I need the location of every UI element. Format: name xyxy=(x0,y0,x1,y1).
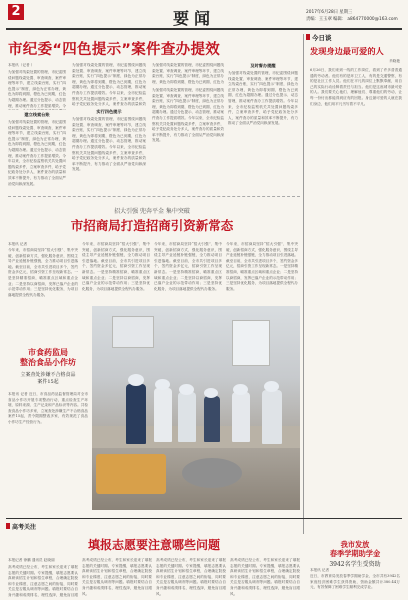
date-line: 2017年6月28日 星期三 xyxy=(306,10,353,15)
exam-col-1: 高考成绩已经公布，考生和家长迎来了填报志愿的关键时期。专家提醒，填报志愿要认真研读招生计划和招生章程，合理确定院校和专业梯度，注意志愿之间的衔接，同时要关注是否服从调剂等问题。填报时要结合自身兴趣和成绩排名，理性选择，避免盲目跟 xyxy=(8,565,78,597)
photo-story xyxy=(4,306,300,514)
exam-rule xyxy=(6,518,402,519)
photo-person-6 xyxy=(262,390,282,444)
photo-window-2 xyxy=(112,316,154,348)
photo-story-body: 本报讯 记者 近日，市食品药品监督管理局对全市食品小作坊开展专项整治行动，重点检查生产环境、原料来源、生产记录和产品标识等内容。共检查食品小作坊多家，立案查处涉嫌生产不合格食品案件15起，责令限期整改多家，有效规范了食品小作坊生产经营行为。 xyxy=(8,392,88,424)
lead-title: 市纪委“四色提示”案件查办提效 xyxy=(8,42,221,58)
photo-cap-1 xyxy=(128,374,144,386)
aid-byline: 本报讯 记者 xyxy=(310,568,330,572)
lead-col-1b: 为加强对线索处置的管理，市纪委围绕问题线索处置、审查调查、案件审理等环节，建立线索台账，实行“四色提示”制度，绿色为正常办理，黄色为即将到期，橙色为已到期，红色为超期办理。通过分色提示、动态管理，推动案件查办工作提质增效。今年以来，全市纪检监察机关共处置问题线索多件，立案审查多件，给予党纪政务处分多人，案件查办的质量和效率不断提升，有力推动了全面从严治党向纵深发展。 xyxy=(8,120,66,186)
feature-byline: 本报讯 记者 xyxy=(8,242,28,246)
lead-subhead-3: 及时督办提醒 xyxy=(250,63,276,68)
exam-section xyxy=(4,520,304,600)
page-number: 2 xyxy=(11,4,21,19)
lead-divider xyxy=(8,196,300,197)
photo-cap-3 xyxy=(179,384,194,395)
feature-kicker: 招大引强 兜奔平金 集中突破 xyxy=(114,208,190,215)
photo-cap-4 xyxy=(204,388,218,398)
exam-col-3: 高考成绩已经公布，考生和家长迎来了填报志愿的关键时期。专家提醒，填报志愿要认真研读招生计划和招生章程，合理确定院校和专业梯度，注意志愿之间的衔接，同时要关注是否服从调剂等问题。填报时要结合自身兴趣和成绩排名，理性选择，避免盲目跟风。 xyxy=(156,558,226,596)
photo-person-1 xyxy=(126,384,146,444)
sidebar-body: 6月26日，我们来到一线的工作岗位，看到了许多普普通通的劳动者。他们有的是环卫工人，有的是交通警察，有的是社区工作人员。他们在平凡的岗位上默默奉献，用自己的实际行动诠释着责任与担当。他们是这座城市最可爱的人。我们要关心他们、理解他们、尊重他们的劳动，让每一份付出都能得到应有的回报。身边最可爱的人就在我们身边，他们用平凡书写着不平凡。 xyxy=(310,68,402,106)
photo-window-1 xyxy=(232,320,270,366)
exam-col-4: 高考成绩已经公布，考生和家长迎来了填报志愿的关键时期。专家提醒，填报志愿要认真研读招生计划和招生章程，合理确定院校和专业梯度，注意志愿之间的衔接，同时要关注是否服从调剂等问题。填报时要结合自身兴趣和成绩排名，理性选择，避免盲目跟风。 xyxy=(230,558,300,596)
photo-basin xyxy=(182,458,242,488)
photo-cap-6 xyxy=(264,381,279,392)
food-inspection-photo xyxy=(92,306,300,510)
feature-title: 市招商局打造招商引资新常态 xyxy=(70,218,234,233)
lead-story xyxy=(4,30,300,220)
photo-tray xyxy=(96,454,166,494)
sidebar-tag: 今日谈 xyxy=(312,34,332,42)
exam-byline: 本报记者 徐鹏 通讯员 赵晓丽 xyxy=(8,558,55,562)
aid-title: 我市发放 春季学期助学金 xyxy=(329,540,381,558)
photo-person-3 xyxy=(178,392,196,442)
exam-tag-block xyxy=(6,523,10,529)
lead-subhead-1: 建立线索台账 xyxy=(24,112,50,117)
lead-col-3: 为加强对线索处置的管理，市纪委围绕问题线索处置、审查调查、案件审理等环节，建立线索台账，实行“四色提示”制度，绿色为正常办理，黄色为即将到期，橙色为已到期，红色为 xyxy=(152,63,224,84)
feature-col-4: 今年来，市招商局坚持“招大引强”、集中突破，创新招商方式，强化服务意识，围绕主导产业延链补链强链，全力推动项目引进落地。截至目前，全市共引进项目多个，签约资金多亿元，招商引资工作呈现新常态。一是坚持精准招商，瞄准重点区域和重点企业；二是坚持以商招商，发挥已落户企业的示范带动作用；三是坚持优化服务，为项目落地提供全程代办服务。 xyxy=(226,242,298,291)
aid-body: 近日，市教育局发放春季学期助学金，全市共有3942名家庭经济困难学生获得资助，资助金额共计380.44万元，有效保障了困难学生顺利完成学业。 xyxy=(310,574,400,590)
staff-names: 责编：王玉翠 编辑： xyxy=(306,17,347,22)
aid-subtitle: 3942名学生受资助 xyxy=(329,561,381,568)
sidebar-tag-block xyxy=(306,34,310,40)
staff-line xyxy=(306,16,398,22)
lead-col-2b: 为加强对线索处置的管理，市纪委围绕问题线索处置、审查调查、案件审理等环节，建立线索台账，实行“四色提示”制度，绿色为正常办理，黄色为即将到期，橙色为已到期，红色为超期办理。通过分色提示、动态管理，推动案件查办工作提质增效。今年以来，全市纪检监察机关共处置问题线索多件，立案审查多件，给予党纪政务处分多人，案件查办的质量和效率不断提升，有力推动了全面从严治党向纵深发展。 xyxy=(72,117,146,172)
feature xyxy=(4,200,300,304)
photo-person-2 xyxy=(154,388,172,442)
lead-col-2: 为加强对线索处置的管理，市纪委围绕问题线索处置、审查调查、案件审理等环节，建立线索台账，实行“四色提示”制度，绿色为正常办理，黄色为即将到期，橙色为已到期，红色为超期办理。通过分色提示、动态管理，推动案件查办工作提质增效。今年以来，全市纪检监察机关共处置问题线索多件，立案审查多件，给予党纪政务处分多人，案件查办的质量和效 xyxy=(72,63,146,107)
email-address: a864770000@163.com xyxy=(347,17,398,22)
feature-col-3: 今年来，市招商局坚持“招大引强”、集中突破，创新招商方式，强化服务意识，围绕主导产业延链补链强链，全力推动项目引进落地。截至目前，全市共引进项目多个，签约资金多亿元，招商引资工作呈现新常态。一是坚持精准招商，瞄准重点区域和重点企业；二是坚持以商招商，发挥已落户企业的示范带动作用；三是坚持优化服务，为项目落地提供全程代办服务。 xyxy=(154,242,222,291)
lead-subhead-2: 实行四色提示 xyxy=(96,109,122,114)
lead-byline: 本报讯（记者 ） xyxy=(8,63,35,67)
aid-story xyxy=(306,540,404,600)
lead-col-4: 为加强对线索处置的管理，市纪委围绕问题线索处置、审查调查、案件审理等环节，建立线索台账，实行“四色提示”制度，绿色为正常办理，黄色为即将到期，橙色为已到期，红色为超期办理。通过分色提示、动态管理，推动案件查办工作提质增效。今年以来，全市纪检监察机关共处置问题线索多件，立案审查多件，给予党纪政务处分多人，案件查办的质量和效率不断提升，有力推动了全面从严治党向纵深发展。 xyxy=(228,71,298,126)
photo-story-title: 市食药监局 整治食品小作坊 xyxy=(20,348,76,367)
sidebar-rule xyxy=(303,34,304,534)
photo-cap-5 xyxy=(233,384,248,395)
feature-col-2: 今年来，市招商局坚持“招大引强”、集中突破，创新招商方式，强化服务意识，围绕主导产业延链补链强链，全力推动项目引进落地。截至目前，全市共引进项目多个，签约资金多亿元，招商引资工作呈现新常态。一是坚持精准招商，瞄准重点区域和重点企业；二是坚持以商招商，发挥已落户企业的示范带动作用；三是坚持优化服务，为项目落地提供全程代办服务。 xyxy=(82,242,150,291)
sidebar xyxy=(306,30,404,520)
lead-col-3b: 为加强对线索处置的管理，市纪委围绕问题线索处置、审查调查、案件审理等环节，建立线索台账，实行“四色提示”制度，绿色为正常办理，黄色为即将到期，橙色为已到期，红色为超期办理。通过分色提示、动态管理，推动案件查办工作提质增效。今年以来，全市纪检监察机关共处置问题线索多件，立案审查多件，给予党纪政务处分多人，案件查办的质量和效率不断提升，有力推动了全面从严治党向纵深发展。 xyxy=(152,88,224,143)
masthead xyxy=(0,0,408,34)
sidebar-title: 发现身边最可爱的人 xyxy=(310,46,384,56)
feature-col-1: 今年来，市招商局坚持“招大引强”、集中突破，创新招商方式，强化服务意识，围绕主导产业延链补链强链，全力推动项目引进落地。截至目前，全市共引进项目多个，签约资金多亿元，招商引资工作呈现新常态。一是坚持精准招商，瞄准重点区域和重点企业；二是坚持以商招商，发挥已落户企业的示范带动作用；三是坚持优化服务，为项目落地提供全程代办服务。 xyxy=(8,248,78,297)
lead-col-1: 为加强对线索处置的管理，市纪委围绕问题线索处置、审查调查、案件审理等环节，建立线索台账，实行“四色提示”制度，绿色为正常办理，黄色为即将到期，橙色为已到期，红色为超期办理。通过分色提示、动态管理，推动案件查办工作提质增效。今 xyxy=(8,70,66,108)
exam-col-2: 高考成绩已经公布，考生和家长迎来了填报志愿的关键时期。专家提醒，填报志愿要认真研读招生计划和招生章程，合理确定院校和专业梯度，注意志愿之间的衔接，同时要关注是否服从调剂等问题。填报时要结合自身兴趣和成绩排名，理性选择，避免盲目跟风。 xyxy=(82,558,152,596)
section-title: 要闻 xyxy=(173,9,216,28)
exam-title: 填报志愿要注意哪些问题 xyxy=(87,538,220,552)
exam-section-label: 高考关注 xyxy=(12,524,37,531)
photo-story-subtitle: 立案查处涉嫌不合格食品 案件15起 xyxy=(20,372,76,385)
photo-person-5 xyxy=(232,392,250,442)
photo-cap-2 xyxy=(155,379,170,390)
sidebar-author: 肖晓艳 xyxy=(389,59,400,63)
photo-person-4 xyxy=(204,396,220,442)
